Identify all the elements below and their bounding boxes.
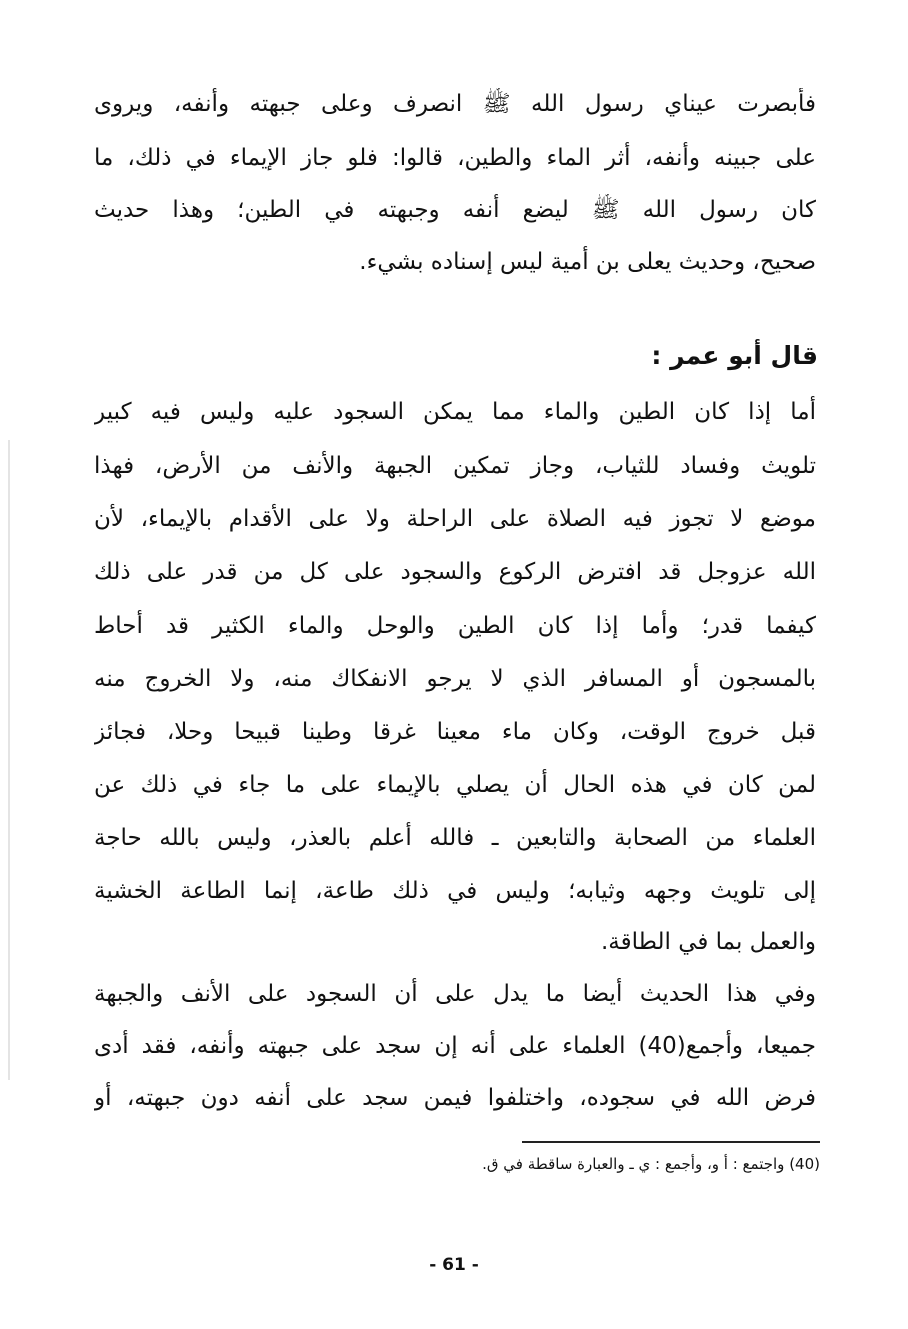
body-text-line: جميعا، وأجمع(40) العلماء على أنه إن سجد على جبهته وأنفه، فقد أدى <box>94 1033 816 1059</box>
body-text-line: موضع لا تجوز فيه الصلاة على الراحلة ولا على الأقدام بالإيماء، لأن <box>94 506 816 532</box>
body-text-line: والعمل بما في الطاقة. <box>600 929 816 955</box>
body-text-line: تلويث وفساد للثياب، وجاز تمكين الجبهة والأنف من الأرض، فهذا <box>94 453 816 479</box>
body-text-line: فأبصرت عيناي رسول الله ﷺ انصرف وعلى جبهته وأنفه، ويروى <box>94 91 816 117</box>
body-text-line: كيفما قدر؛ وأما إذا كان الطين والوحل والماء الكثير قد أحاط <box>94 613 816 639</box>
body-text-line: فرض الله في سجوده، واختلفوا فيمن سجد على أنفه دون جبهته، أو <box>94 1085 816 1111</box>
body-text-line: وفي هذا الحديث أيضا ما يدل على أن السجود على الأنف والجبهة <box>94 981 816 1007</box>
body-text-line: الله عزوجل قد افترض الركوع والسجود على كل من قدر على ذلك <box>94 559 816 585</box>
body-text-line: العلماء من الصحابة والتابعين ـ فالله أعلم بالعذر، وليس بالله حاجة <box>94 825 816 851</box>
scan-edge-shadow <box>8 440 10 1080</box>
body-text-line: قبل خروج الوقت، وكان ماء معينا غرقا وطينا قبيحا وحلا، فجائز <box>94 719 816 745</box>
page-number: - 61 - <box>429 1255 479 1275</box>
body-text-line: إلى تلويث وجهه وثيابه؛ وليس في ذلك طاعة، إنما الطاعة الخشية <box>94 878 816 904</box>
body-text-line: بالمسجون أو المسافر الذي لا يرجو الانفكاك منه، ولا الخروج منه <box>94 666 816 692</box>
body-text-line: لمن كان في هذه الحال أن يصلي بالإيماء على ما جاء في ذلك عن <box>94 772 816 798</box>
footnote-divider <box>522 1141 820 1143</box>
section-heading: قال أبو عمر : <box>651 341 818 370</box>
body-text-line: كان رسول الله ﷺ ليضع أنفه وجبهته في الطين؛ وهذا حديث <box>94 197 816 223</box>
body-text-line: على جبينه وأنفه، أثر الماء والطين، قالوا: فلو جاز الإيماء في ذلك، ما <box>94 145 816 171</box>
body-text-line: صحيح، وحديث يعلى بن أمية ليس إسناده بشيء. <box>359 249 816 275</box>
body-text-line: أما إذا كان الطين والماء مما يمكن السجود عليه وليس فيه كبير <box>94 399 816 425</box>
footnote: (40) واجتمع : أ و، وأجمع : ي ـ والعبارة ساقطة في ق. <box>482 1155 820 1173</box>
